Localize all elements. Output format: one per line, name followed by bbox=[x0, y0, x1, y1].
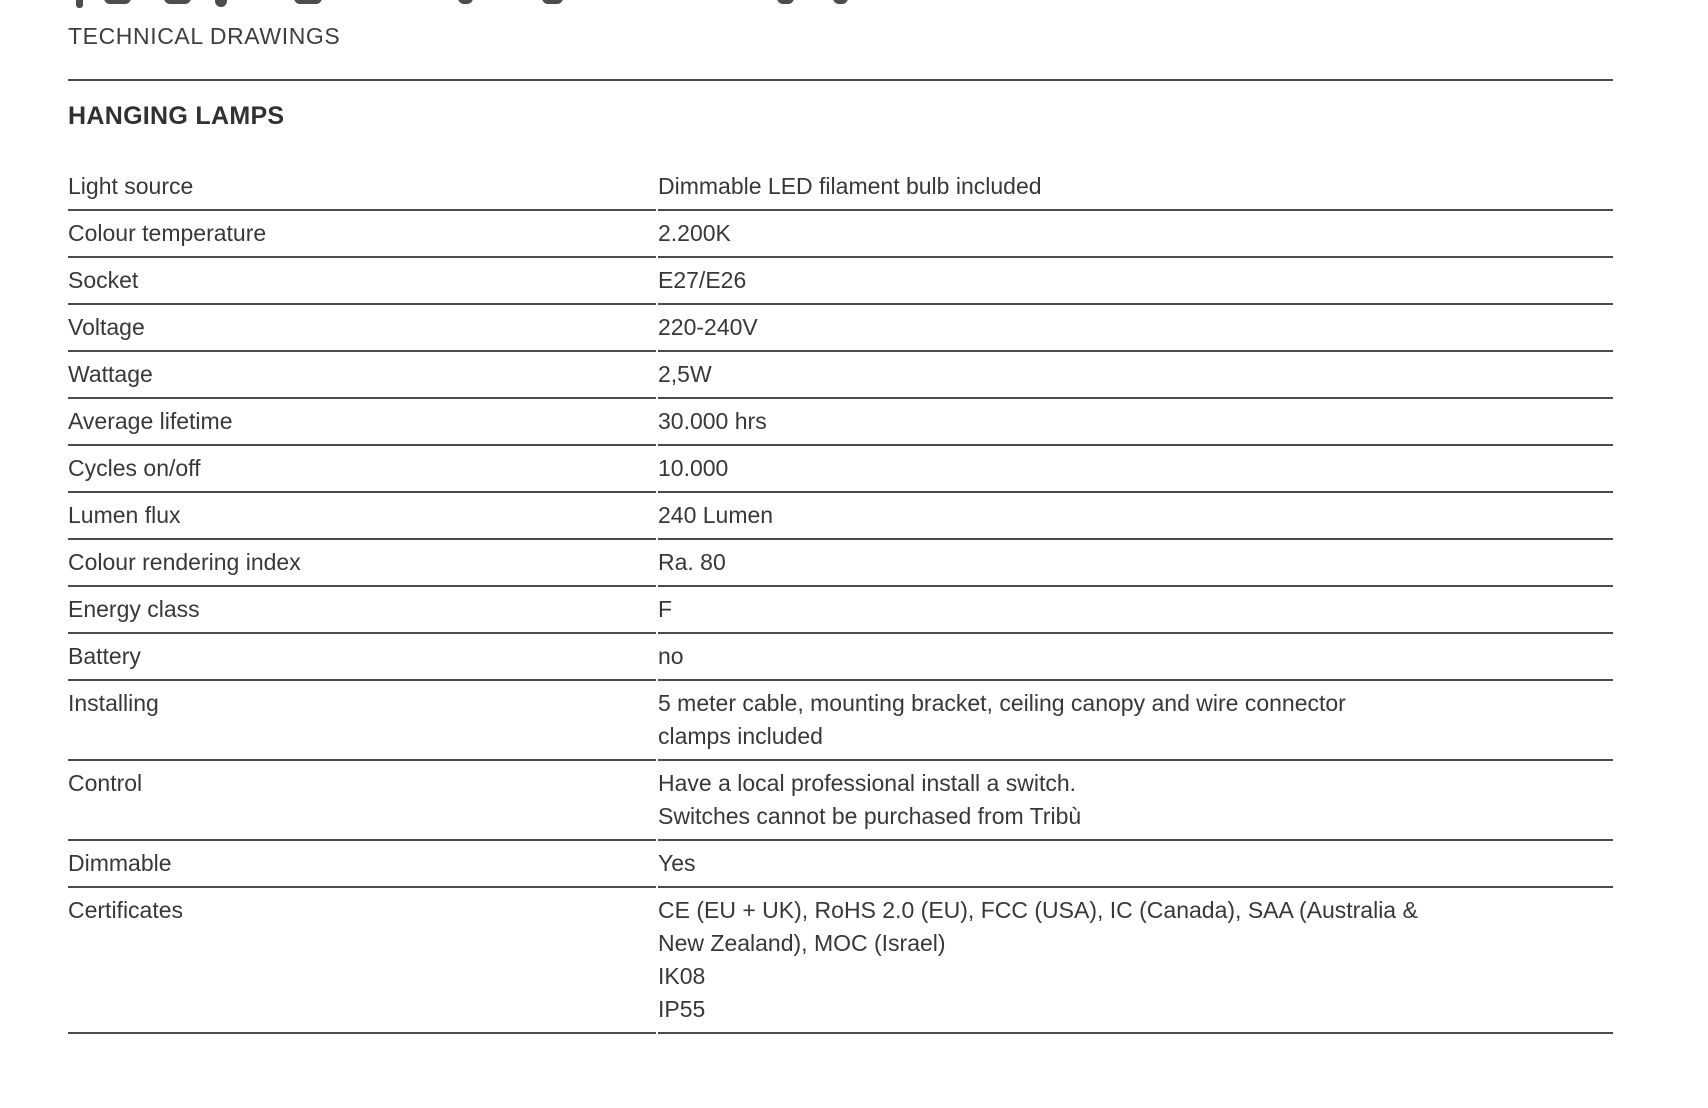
spec-label: Light source bbox=[68, 164, 656, 211]
spec-label: Colour temperature bbox=[68, 211, 656, 258]
spec-row bbox=[68, 493, 1613, 540]
spec-label: Voltage bbox=[68, 305, 656, 352]
spec-row bbox=[68, 841, 1613, 888]
spec-row bbox=[68, 888, 1613, 1034]
spec-row bbox=[68, 211, 1613, 258]
spec-value bbox=[658, 258, 1613, 305]
spec-value-line: New Zealand), MOC (Israel) bbox=[658, 930, 946, 956]
spec-row bbox=[68, 446, 1613, 493]
cropped-glyph-fragment bbox=[777, 0, 794, 4]
spec-label: Installing bbox=[68, 681, 656, 761]
spec-label: Energy class bbox=[68, 587, 656, 634]
spec-value-line: 5 meter cable, mounting bracket, ceiling canopy and wire connector bbox=[658, 690, 1346, 716]
spec-label: Dimmable bbox=[68, 841, 656, 888]
spec-value bbox=[658, 446, 1613, 493]
spec-value-line: 2.200K bbox=[658, 220, 731, 246]
spec-value-line: 240 Lumen bbox=[658, 502, 774, 528]
spec-value bbox=[658, 587, 1613, 634]
spec-value-line: Dimmable LED filament bulb included bbox=[658, 173, 1042, 199]
cropped-glyph-fragment bbox=[542, 0, 563, 4]
spec-row bbox=[68, 761, 1613, 841]
spec-label: Battery bbox=[68, 634, 656, 681]
cropped-heading-fragments bbox=[0, 0, 1708, 12]
spec-value bbox=[658, 399, 1613, 446]
spec-value-line: 10.000 bbox=[658, 455, 729, 481]
spec-value-line: Switches cannot be purchased from Tribù bbox=[658, 803, 1082, 829]
spec-value bbox=[658, 888, 1613, 1034]
spec-row bbox=[68, 634, 1613, 681]
spec-row bbox=[68, 681, 1613, 761]
spec-value-line: 2,5W bbox=[658, 361, 712, 387]
spec-table bbox=[68, 164, 1613, 1034]
spec-value-line: F bbox=[658, 596, 673, 622]
spec-value bbox=[658, 352, 1613, 399]
cropped-glyph-fragment bbox=[104, 0, 131, 4]
spec-value bbox=[658, 540, 1613, 587]
cropped-glyph-fragment bbox=[164, 0, 191, 4]
spec-value-line: 30.000 hrs bbox=[658, 408, 767, 434]
spec-value bbox=[658, 634, 1613, 681]
page-title: HANGING LAMPS bbox=[68, 102, 285, 130]
spec-value bbox=[658, 493, 1613, 540]
spec-value-line: clamps included bbox=[658, 723, 823, 749]
spec-value-line: 220-240V bbox=[658, 314, 758, 340]
cropped-glyph-fragment bbox=[458, 0, 473, 4]
spec-value bbox=[658, 841, 1613, 888]
spec-row bbox=[68, 258, 1613, 305]
spec-value-line: E27/E26 bbox=[658, 267, 747, 293]
spec-label: Colour rendering index bbox=[68, 540, 656, 587]
spec-value bbox=[658, 305, 1613, 352]
spec-row bbox=[68, 587, 1613, 634]
cropped-glyph-fragment bbox=[215, 0, 227, 7]
spec-value-line: Yes bbox=[658, 850, 696, 876]
cropped-glyph-fragment bbox=[833, 0, 848, 4]
spec-label: Lumen flux bbox=[68, 493, 656, 540]
spec-label: Socket bbox=[68, 258, 656, 305]
spec-row bbox=[68, 540, 1613, 587]
spec-row bbox=[68, 399, 1613, 446]
spec-label: Wattage bbox=[68, 352, 656, 399]
spec-value-line: Ra. 80 bbox=[658, 549, 726, 575]
spec-row bbox=[68, 305, 1613, 352]
spec-label: Average lifetime bbox=[68, 399, 656, 446]
spec-row bbox=[68, 352, 1613, 399]
spec-value bbox=[658, 681, 1613, 761]
spec-value-line: CE (EU + UK), RoHS 2.0 (EU), FCC (USA), IC (Canada), SAA (Australia & bbox=[658, 897, 1418, 923]
spec-value bbox=[658, 211, 1613, 258]
header-divider bbox=[68, 79, 1613, 81]
spec-value-line: IK08 bbox=[658, 963, 706, 989]
spec-value-line: Have a local professional install a switch. bbox=[658, 770, 1077, 796]
cropped-glyph-fragment bbox=[294, 0, 322, 4]
spec-value-line: IP55 bbox=[658, 996, 706, 1022]
spec-value bbox=[658, 164, 1613, 211]
cropped-glyph-fragment bbox=[76, 0, 83, 8]
spec-value bbox=[658, 761, 1613, 841]
section-label: TECHNICAL DRAWINGS bbox=[68, 23, 341, 49]
spec-label: Cycles on/off bbox=[68, 446, 656, 493]
spec-label: Control bbox=[68, 761, 656, 841]
spec-label: Certificates bbox=[68, 888, 656, 1034]
spec-row bbox=[68, 164, 1613, 211]
spec-value-line: no bbox=[658, 643, 684, 669]
